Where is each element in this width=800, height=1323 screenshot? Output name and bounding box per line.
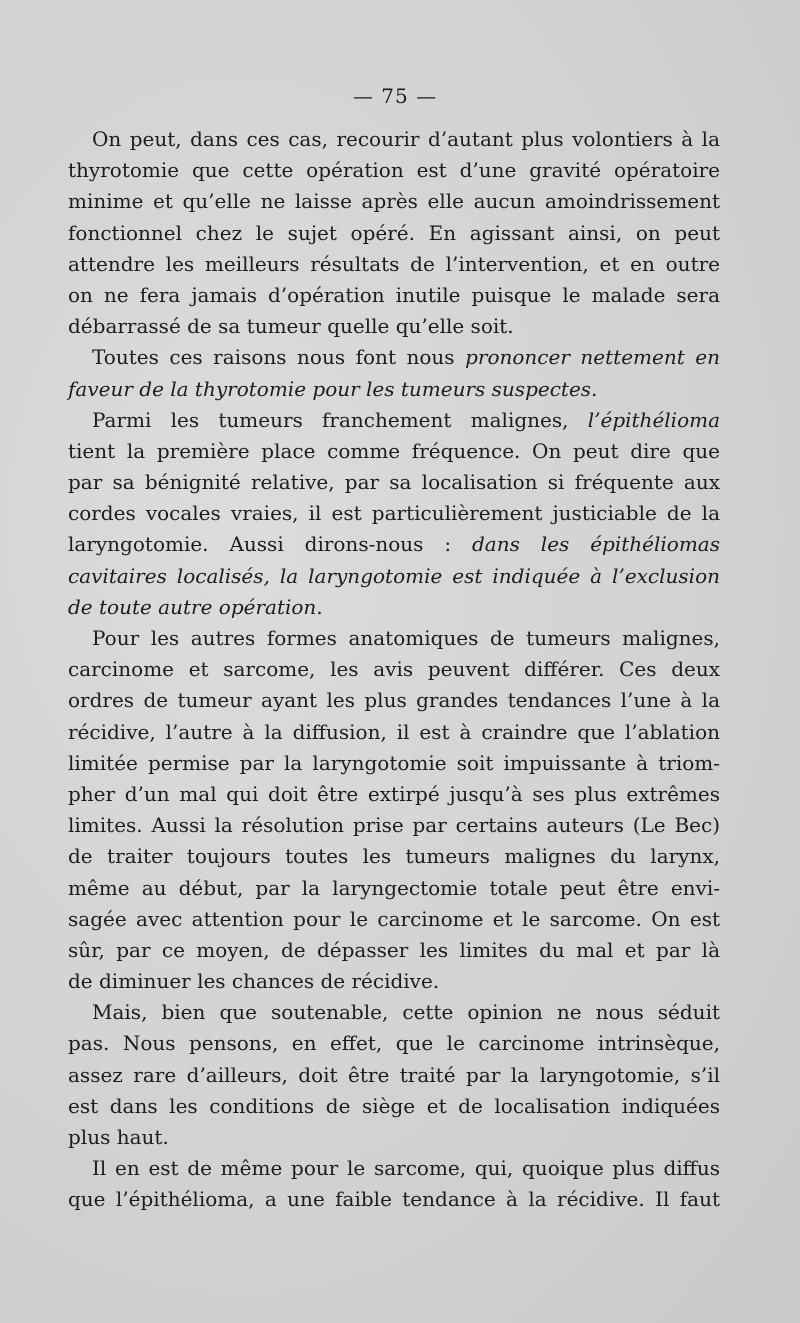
text-line — [68, 904, 720, 935]
text-run: . — [316, 594, 323, 619]
text-line — [68, 467, 720, 498]
text-line — [68, 1028, 720, 1059]
text-line — [68, 249, 720, 280]
text-run: récidive, l’autre à la diffusion, il est à craindre que l’ablation — [68, 719, 720, 744]
text-line — [68, 218, 720, 249]
text-run: thyrotomie que cette opération est d’une gravité opératoire — [68, 158, 720, 183]
text-line — [68, 654, 720, 685]
text-run: assez rare d’ailleurs, doit être traité par la laryngotomie, s’il — [68, 1062, 720, 1087]
text-line — [68, 685, 720, 716]
text-run: carcinome et sarcome, les avis peuvent différer. Ces deux — [68, 657, 720, 682]
text-run: de diminuer les chances de récidive. — [68, 969, 440, 994]
text-line — [68, 436, 720, 467]
text-run: laryngotomie. Aussi dirons-nous : — [68, 532, 472, 557]
text-line — [68, 997, 720, 1028]
paragraph — [68, 1153, 720, 1215]
text-line — [68, 1122, 720, 1153]
text-line — [68, 748, 720, 779]
text-run: Pour les autres formes anatomiques de tumeurs malignes, — [92, 626, 720, 650]
italic-run: dans les épithéliomas — [472, 532, 720, 557]
text-line — [68, 779, 720, 810]
italic-run: cavitaires localisés, la laryngotomie est indiquée à l’exclusion — [68, 563, 720, 588]
italic-run: de toute autre opération — [68, 594, 317, 619]
text-line — [68, 1060, 720, 1091]
text-run: limitée permise par la laryngotomie soit impuissante à triom- — [68, 750, 720, 775]
text-line — [68, 186, 720, 217]
text-line — [68, 873, 720, 904]
text-run: limites. Aussi la résolution prise par certains auteurs (Le Bec) — [68, 813, 720, 838]
body-text — [68, 124, 720, 1216]
text-run: pas. Nous pensons, en effet, que le carcinome intrinsèque, — [68, 1031, 720, 1056]
text-line — [68, 342, 720, 373]
text-line — [68, 498, 720, 529]
text-run: cordes vocales vraies, il est particulièrement justiciable de la — [68, 501, 720, 526]
text-run: sagée avec attention pour le carcinome et le sarcome. On est — [68, 906, 720, 931]
text-line — [68, 124, 720, 155]
text-run: débarrassé de sa tumeur quelle qu’elle soit. — [68, 314, 514, 339]
text-line — [68, 374, 720, 405]
text-line — [68, 1091, 720, 1122]
text-run: tient la première place comme fréquence. On peut dire que — [68, 438, 720, 463]
text-run: . — [591, 376, 598, 401]
text-line — [68, 810, 720, 841]
text-run: plus haut. — [68, 1125, 169, 1149]
text-run: Mais, bien que soutenable, cette opinion ne nous séduit — [92, 1000, 720, 1025]
text-line — [68, 1153, 720, 1184]
paragraph — [68, 124, 720, 342]
italic-run: faveur de la thyrotomie pour les tumeurs suspectes — [68, 376, 592, 401]
italic-run: prononcer nettement en — [465, 345, 720, 370]
text-run: minime et qu’elle ne laisse après elle aucun amoindrissement — [68, 189, 720, 214]
text-line — [68, 311, 720, 342]
paragraph — [68, 997, 720, 1153]
text-run: Parmi les tumeurs franchement malignes, — [92, 407, 588, 432]
text-run: fonctionnel chez le sujet opéré. En agissant ainsi, on peut — [68, 220, 720, 245]
paragraph — [68, 623, 720, 997]
text-run: on ne fera jamais d’opération inutile puisque le malade sera — [68, 282, 720, 307]
italic-run: l’épithélioma — [587, 407, 720, 432]
page-number: — 75 — — [352, 84, 438, 108]
text-line — [68, 529, 720, 560]
text-line — [68, 935, 720, 966]
text-run: ordres de tumeur ayant les plus grandes tendances l’une à la — [68, 688, 720, 713]
text-line — [68, 966, 720, 997]
text-line — [68, 280, 720, 311]
text-line — [68, 405, 720, 436]
text-run: que l’épithélioma, a une faible tendance à la récidive. Il faut — [68, 1187, 720, 1212]
text-run: pher d’un mal qui doit être extirpé jusqu’à ses plus extrêmes — [68, 781, 720, 806]
text-run: attendre les meilleurs résultats de l’intervention, et en outre — [68, 251, 720, 276]
text-run: est dans les conditions de siège et de localisation indiquées — [68, 1093, 720, 1118]
paragraph — [68, 342, 720, 404]
text-run: par sa bénignité relative, par sa localisation si fréquente aux — [68, 470, 720, 495]
text-run: sûr, par ce moyen, de dépasser les limites du mal et par là — [68, 937, 720, 962]
text-line — [68, 592, 720, 623]
text-run: de traiter toujours toutes les tumeurs malignes du larynx, — [68, 844, 720, 869]
text-line — [68, 561, 720, 592]
text-line — [68, 1184, 720, 1215]
text-line — [68, 155, 720, 186]
text-line — [68, 623, 720, 654]
text-run: Il en est de même pour le sarcome, qui, quoique plus diffus — [92, 1156, 720, 1181]
text-line — [68, 717, 720, 748]
text-run: On peut, dans ces cas, recourir d’autant plus volontiers à la — [92, 127, 720, 151]
text-line — [68, 841, 720, 872]
text-run: même au début, par la laryngectomie totale peut être envi- — [68, 875, 720, 900]
paragraph — [68, 405, 720, 623]
text-run: Toutes ces raisons nous font nous — [92, 345, 466, 370]
